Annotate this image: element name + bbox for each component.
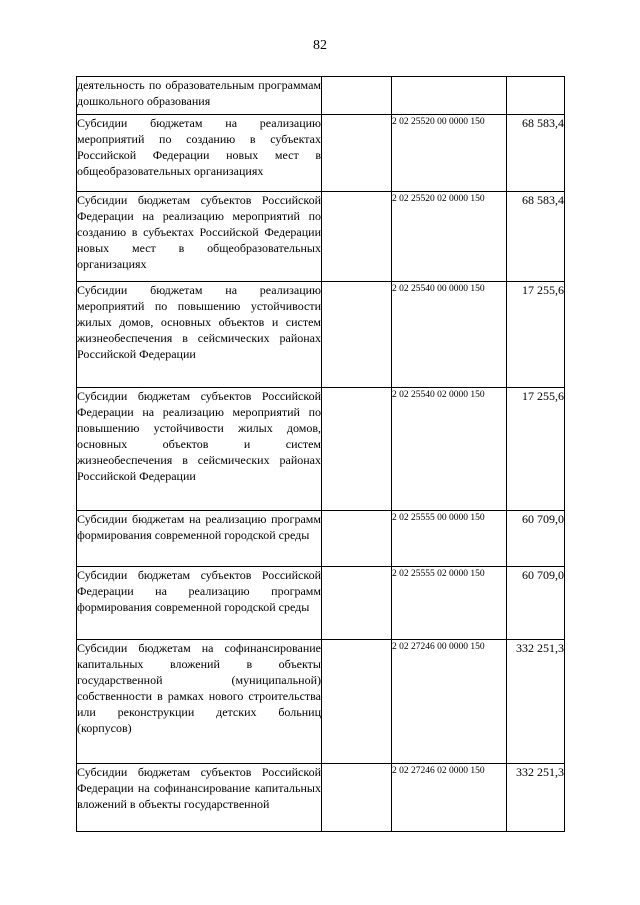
- amount-cell: [507, 77, 565, 115]
- revenue-name-cell: Субсидии бюджетам на софинансирование капитальных вложений в объекты государственной (муниципальной) собственности в рамках нового строительства или реконструкции детских больниц (корпусов): [77, 640, 322, 764]
- revenue-name-cell: Субсидии бюджетам субъектов Российской Федерации на реализацию мероприятий по созданию в субъектах Российской Федерации новых мест в общеобразовательных организациях: [77, 192, 322, 282]
- administrator-cell: [322, 511, 392, 567]
- revenue-name-cell: Субсидии бюджетам субъектов Российской Федерации на реализацию мероприятий по повышению устойчивости жилых домов, основных объектов и систем жизнеобеспечения в сейсмических районах Российской Федерации: [77, 388, 322, 511]
- amount-cell: 332 251,3: [507, 640, 565, 764]
- administrator-cell: [322, 388, 392, 511]
- budget-classification-code-cell: 2 02 25520 02 0000 150: [392, 192, 507, 282]
- table-row: [77, 511, 565, 567]
- administrator-cell: [322, 77, 392, 115]
- budget-classification-code-cell: 2 02 25540 02 0000 150: [392, 388, 507, 511]
- amount-cell: 68 583,4: [507, 115, 565, 192]
- administrator-cell: [322, 282, 392, 388]
- page-number: 82: [313, 38, 327, 53]
- budget-classification-code-cell: 2 02 25520 00 0000 150: [392, 115, 507, 192]
- revenue-name-cell: Субсидии бюджетам субъектов Российской Федерации на софинансирование капитальных вложений в объекты государственной: [77, 764, 322, 832]
- amount-cell: 17 255,6: [507, 282, 565, 388]
- table-row: [77, 115, 565, 192]
- administrator-cell: [322, 567, 392, 640]
- amount-cell: 332 251,3: [507, 764, 565, 832]
- amount-cell: 68 583,4: [507, 192, 565, 282]
- administrator-cell: [322, 764, 392, 832]
- budget-classification-code-cell: 2 02 25555 00 0000 150: [392, 511, 507, 567]
- budget-classification-code-cell: [392, 77, 507, 115]
- budget-revenue-table: [76, 76, 565, 832]
- revenue-name-cell: Субсидии бюджетам на реализацию программ формирования современной городской среды: [77, 511, 322, 567]
- budget-classification-code-cell: 2 02 27246 00 0000 150: [392, 640, 507, 764]
- table-row: [77, 77, 565, 115]
- table-row: [77, 192, 565, 282]
- table-row: [77, 388, 565, 511]
- administrator-cell: [322, 115, 392, 192]
- amount-cell: 60 709,0: [507, 511, 565, 567]
- administrator-cell: [322, 640, 392, 764]
- revenue-name-cell: Субсидии бюджетам на реализацию мероприятий по повышению устойчивости жилых домов, основных объектов и систем жизнеобеспечения в сейсмических районах Российской Федерации: [77, 282, 322, 388]
- budget-classification-code-cell: 2 02 25540 00 0000 150: [392, 282, 507, 388]
- revenue-name-cell: Субсидии бюджетам субъектов Российской Федерации на реализацию программ формирования современной городской среды: [77, 567, 322, 640]
- table-row: [77, 764, 565, 832]
- budget-classification-code-cell: 2 02 25555 02 0000 150: [392, 567, 507, 640]
- table-row: [77, 567, 565, 640]
- amount-cell: 60 709,0: [507, 567, 565, 640]
- amount-cell: 17 255,6: [507, 388, 565, 511]
- table-row: [77, 282, 565, 388]
- budget-table-body: [77, 77, 565, 832]
- revenue-name-cell: деятельность по образовательным программам дошкольного образования: [77, 77, 322, 115]
- table-row: [77, 640, 565, 764]
- budget-classification-code-cell: 2 02 27246 02 0000 150: [392, 764, 507, 832]
- revenue-name-cell: Субсидии бюджетам на реализацию мероприятий по созданию в субъектах Российской Федерации новых мест в общеобразовательных организациях: [77, 115, 322, 192]
- administrator-cell: [322, 192, 392, 282]
